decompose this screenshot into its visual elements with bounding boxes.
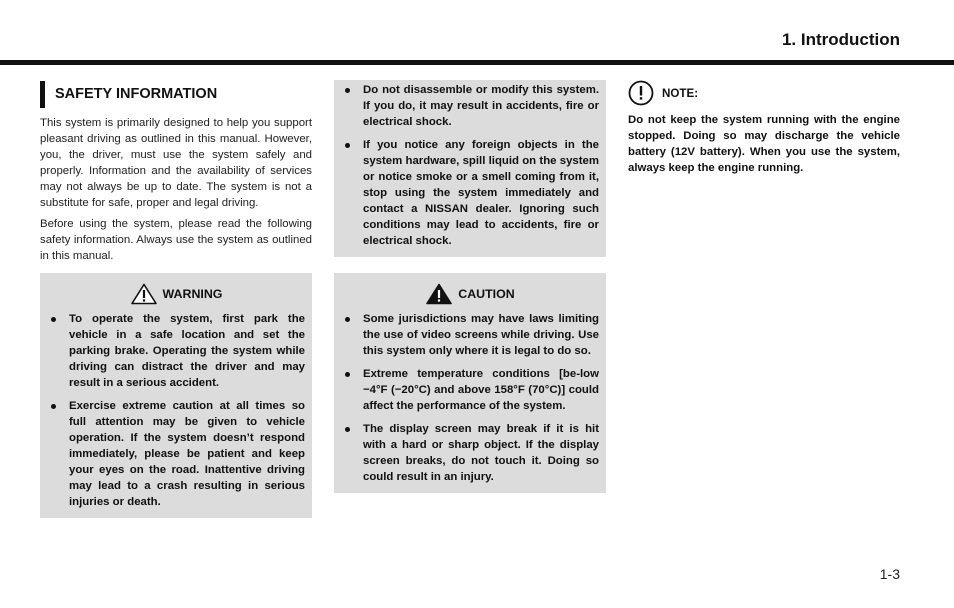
- exclamation-circle-icon: [628, 80, 654, 106]
- column-right: [628, 80, 900, 176]
- caution-header: [342, 283, 599, 305]
- caution-item: [342, 366, 599, 414]
- warning-item: [48, 311, 305, 391]
- bullet-icon: [345, 427, 350, 432]
- warning-item: [48, 398, 305, 510]
- bullet-icon: [51, 317, 56, 322]
- warning-item-text: Do not disassemble or modify this system. If you do, it may result in accidents, fire or electrical shock.: [363, 84, 599, 128]
- caution-item-text: The display screen may break if it is hit with a hard or sharp object. If the display screen breaks, do not touch it. Doing so could result in an injury.: [363, 423, 599, 483]
- warning-item-text: To operate the system, first park the vehicle in a safe location and set the parking brake. Operating the system while driving can distract the driver and may result in a serious accident.: [69, 313, 305, 390]
- note-label: NOTE:: [662, 86, 699, 100]
- bullet-icon: [51, 404, 56, 409]
- caution-item: [342, 421, 599, 485]
- caution-item-text: Some jurisdictions may have laws limiting the use of video screens while driving. Use this system only where it is legal to do so.: [363, 313, 599, 357]
- warning-box: [40, 273, 312, 518]
- intro-paragraph: Before using the system, please read the following safety information. Always use the system as outlined in this manual.: [40, 218, 312, 263]
- bullet-icon: [345, 317, 350, 322]
- caution-item: [342, 311, 599, 359]
- caution-label: CAUTION: [458, 287, 515, 301]
- note-header: [628, 80, 900, 106]
- note-text: Do not keep the system running with the engine stopped. Doing so may discharge the vehicle battery (12V battery). When you use the system, always keep the engine running.: [628, 114, 900, 174]
- chapter-title: 1. Introduction: [781, 30, 900, 49]
- bullet-icon: [345, 372, 350, 377]
- caution-item-text: Extreme temperature conditions [be-low −4°F (−20°C) and above 158°F (70°C)] could affect the performance of the system.: [363, 368, 599, 412]
- caution-box: [334, 273, 606, 493]
- warning-item-text: Exercise extreme caution at all times so full attention may be given to vehicle operation. If the system doesn’t respond immediately, please be patient and keep your eyes on the road. Inattentive driving may lead to a crash resulting in serious injuries or death.: [69, 400, 305, 509]
- warning-item-text: If you notice any foreign objects in the system hardware, spill liquid on the system or notice smoke or a smell coming from it, stop using the system immediately and contact a NISSAN dealer. Ignoring such conditions may lead to accidents, fire or electrical shock.: [363, 139, 599, 247]
- warning-item: [342, 137, 599, 249]
- warning-header: [48, 283, 305, 305]
- section-marker-bar: [40, 81, 45, 108]
- page-number: 1-3: [879, 566, 900, 582]
- section-heading: [40, 80, 312, 108]
- warning-label: WARNING: [162, 287, 223, 302]
- section-title: SAFETY INFORMATION: [55, 86, 218, 102]
- bullet-icon: [345, 143, 350, 148]
- warning-item: [342, 82, 599, 130]
- warning-continued-box: [334, 80, 606, 257]
- bullet-icon: [345, 88, 350, 93]
- warning-outline-icon: [131, 283, 157, 305]
- caution-filled-icon: [426, 283, 452, 305]
- column-middle: [334, 80, 606, 493]
- column-left: [40, 80, 312, 518]
- header-rule: [0, 60, 954, 65]
- intro-paragraph: This system is primarily designed to help you support pleasant driving as outlined in this manual. However, you, the driver, must use the system safely and properly. Information and the availability of services may not always be up to date. The system is not a substitute for safe, proper and legal driving.: [40, 117, 312, 209]
